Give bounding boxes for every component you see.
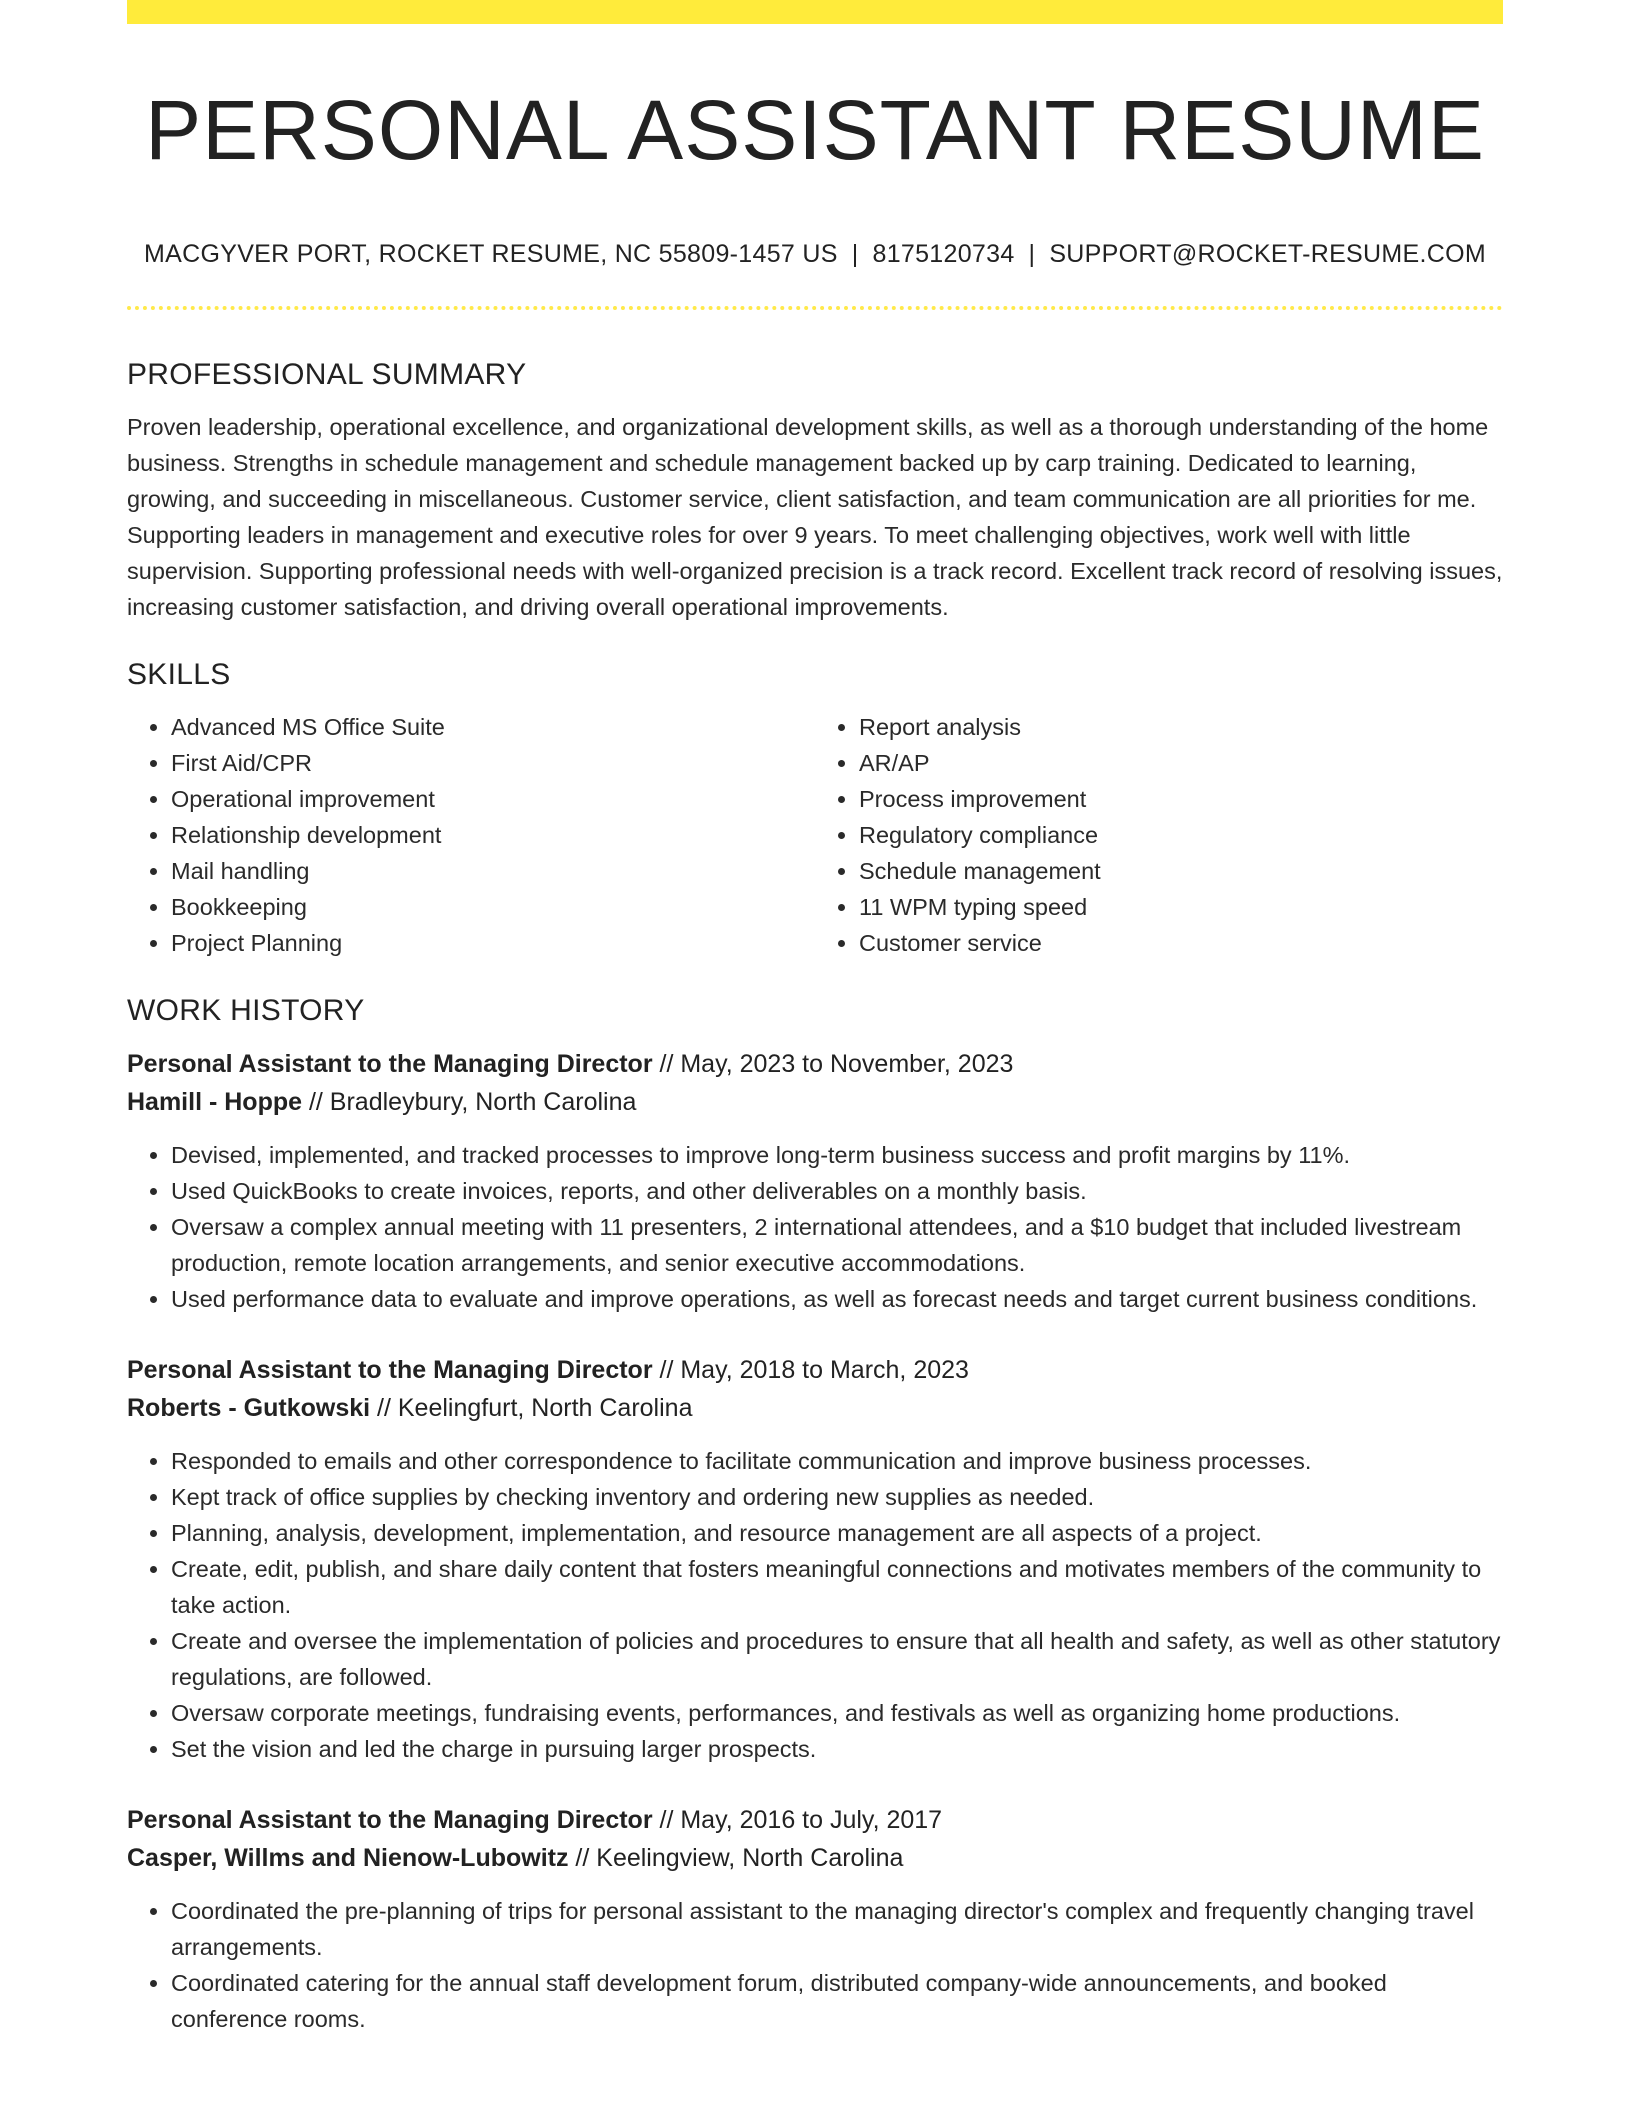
job-bullet: • Oversaw corporate meetings, fundraising events, performances, and festivals as well as organizing home productions. — [171, 1695, 1503, 1731]
job-title: Personal Assistant to the Managing Director — [127, 1050, 653, 1078]
job-bullet: • Coordinated the pre-planning of trips for personal assistant to the managing director's complex and frequently changing travel arrangements. — [171, 1893, 1503, 1965]
contact-phone: 8175120734 — [872, 240, 1015, 268]
job-company-line — [127, 1389, 1503, 1427]
job-company: Hamill - Hoppe — [127, 1088, 303, 1116]
skill-item: • Mail handling — [171, 853, 815, 889]
job-dates: // May, 2018 to March, 2023 — [652, 1356, 969, 1384]
job-title-line — [127, 1351, 1503, 1389]
skill-item: • Report analysis — [859, 709, 1503, 745]
contact-separator: | — [1028, 240, 1036, 268]
job-title-line — [127, 1045, 1503, 1083]
job-bullet: • Used performance data to evaluate and improve operations, as well as forecast needs and target current business conditions. — [171, 1281, 1503, 1317]
resume-title: PERSONAL ASSISTANT RESUME — [145, 83, 1485, 177]
work-history-section — [127, 989, 1503, 2037]
skill-item: • Process improvement — [859, 781, 1503, 817]
job-company-line — [127, 1083, 1503, 1121]
job-entry — [127, 1045, 1503, 1317]
job-dates: // May, 2023 to November, 2023 — [652, 1050, 1014, 1078]
job-bullet: • Coordinated catering for the annual staff development forum, distributed company-wide announcements, and booked conference rooms. — [171, 1965, 1503, 2037]
skills-list-right — [815, 709, 1503, 961]
job-bullet: • Oversaw a complex annual meeting with 11 presenters, 2 international attendees, and a $10 budget that included livestream production, remote location arrangements, and senior executive accommodations. — [171, 1209, 1503, 1281]
job-entry — [127, 1801, 1503, 2037]
job-dates: // May, 2016 to July, 2017 — [652, 1806, 943, 1834]
job-title: Personal Assistant to the Managing Director — [127, 1806, 653, 1834]
skill-item: • 11 WPM typing speed — [859, 889, 1503, 925]
job-bullet: • Kept track of office supplies by checking inventory and ordering new supplies as needed. — [171, 1479, 1503, 1515]
skill-item: • Schedule management — [859, 853, 1503, 889]
job-title-line — [127, 1801, 1503, 1839]
contact-line — [127, 236, 1503, 272]
job-company-line — [127, 1839, 1503, 1877]
job-bullet: • Planning, analysis, development, implementation, and resource management are all aspects of a project. — [171, 1515, 1503, 1551]
job-bullets — [127, 1137, 1503, 1317]
job-bullet: • Set the vision and led the charge in pursuing larger prospects. — [171, 1731, 1503, 1767]
skills-columns — [127, 709, 1503, 961]
skills-list-left — [127, 709, 815, 961]
job-entry — [127, 1351, 1503, 1767]
job-location: // Keelingview, North Carolina — [568, 1844, 904, 1872]
job-bullets — [127, 1893, 1503, 2037]
job-title: Personal Assistant to the Managing Director — [127, 1356, 653, 1384]
job-bullet: • Create, edit, publish, and share daily content that fosters meaningful connections and motivates members of the community to take action. — [171, 1551, 1503, 1623]
skill-item: • Bookkeeping — [171, 889, 815, 925]
section-heading-work-history: WORK HISTORY — [127, 994, 365, 1027]
skill-item: • Relationship development — [171, 817, 815, 853]
contact-address: MACGYVER PORT, ROCKET RESUME, NC 55809-1457 US — [144, 240, 838, 268]
professional-summary-section — [127, 353, 1503, 625]
dotted-divider — [127, 306, 1503, 310]
accent-top-bar — [127, 0, 1503, 24]
skill-item: • AR/AP — [859, 745, 1503, 781]
contact-email: SUPPORT@ROCKET-RESUME.COM — [1049, 240, 1486, 268]
skill-item: • Project Planning — [171, 925, 815, 961]
job-bullet: • Responded to emails and other correspondence to facilitate communication and improve business processes. — [171, 1443, 1503, 1479]
skill-item: • Customer service — [859, 925, 1503, 961]
job-bullet: • Create and oversee the implementation of policies and procedures to ensure that all health and safety, as well as other statutory regulations, are followed. — [171, 1623, 1503, 1695]
skill-item: • Operational improvement — [171, 781, 815, 817]
job-bullet: • Devised, implemented, and tracked processes to improve long-term business success and profit margins by 11%. — [171, 1137, 1503, 1173]
job-company: Roberts - Gutkowski — [127, 1394, 371, 1422]
resume-body — [127, 353, 1503, 2037]
section-heading-summary: PROFESSIONAL SUMMARY — [127, 358, 527, 391]
job-company: Casper, Willms and Nienow-Lubowitz — [127, 1844, 569, 1872]
job-location: // Bradleybury, North Carolina — [302, 1088, 637, 1116]
section-heading-skills: SKILLS — [127, 658, 231, 691]
job-bullets — [127, 1443, 1503, 1767]
skill-item: • Advanced MS Office Suite — [171, 709, 815, 745]
contact-separator: | — [851, 240, 859, 268]
skill-item: • First Aid/CPR — [171, 745, 815, 781]
skill-item: • Regulatory compliance — [859, 817, 1503, 853]
summary-text: Proven leadership, operational excellence, and organizational development skills, as well as a thorough understanding of the home business. Strengths in schedule management and schedule management backed up by carp training. Dedicated to learning, growing, and succeeding in miscellaneous. Customer service, client satisfaction, and team communication are all priorities for me. Supporting leaders in management and executive roles for over 9 years. To meet challenging objectives, work well with little supervision. Supporting professional needs with well-organized precision is a track record. Excellent track record of resolving issues, increasing customer satisfaction, and driving overall operational improvements. — [127, 414, 1503, 620]
skills-section — [127, 653, 1503, 961]
job-bullet: • Used QuickBooks to create invoices, reports, and other deliverables on a monthly basis. — [171, 1173, 1503, 1209]
job-location: // Keelingfurt, North Carolina — [370, 1394, 693, 1422]
